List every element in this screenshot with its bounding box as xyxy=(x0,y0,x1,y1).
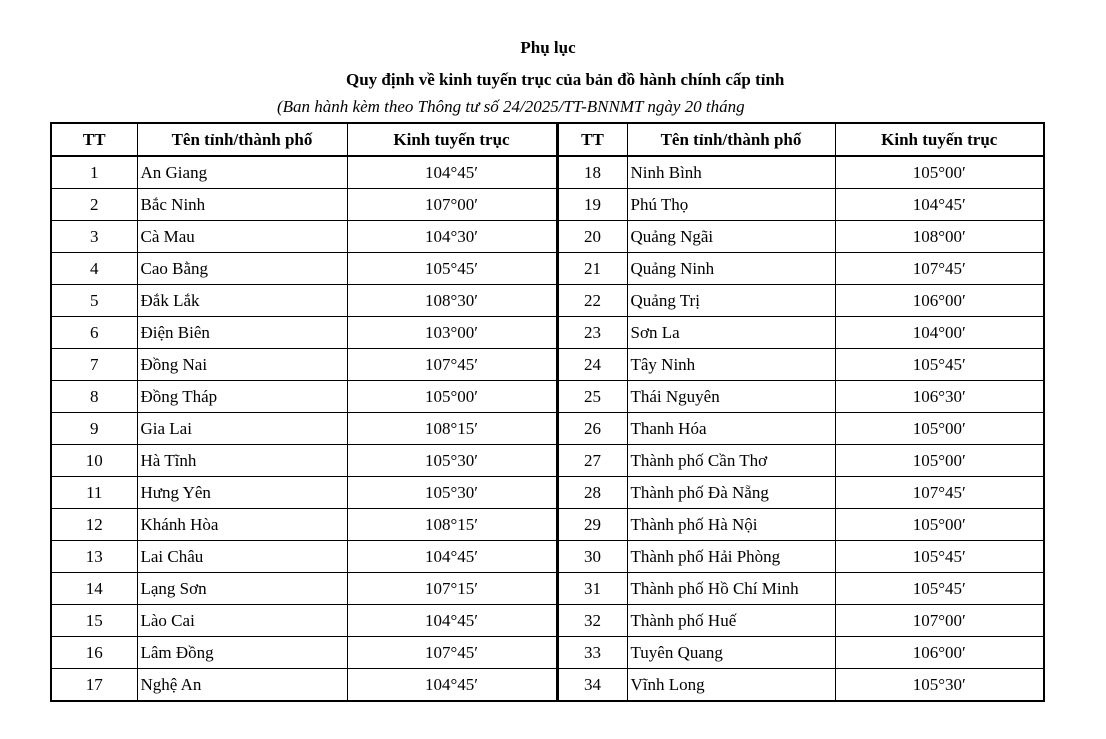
row-meridian-left: 104°30′ xyxy=(347,221,557,253)
row-tt-right: 30 xyxy=(557,541,627,573)
table-header-row xyxy=(51,123,1044,156)
row-province-name-right: Sơn La xyxy=(627,317,835,349)
row-meridian-left: 108°15′ xyxy=(347,413,557,445)
row-tt-left: 7 xyxy=(51,349,137,381)
row-meridian-right: 105°00′ xyxy=(835,413,1044,445)
row-tt-right: 32 xyxy=(557,605,627,637)
row-meridian-right: 104°00′ xyxy=(835,317,1044,349)
header-meridian-right: Kinh tuyến trục xyxy=(835,123,1044,156)
row-meridian-right: 107°45′ xyxy=(835,477,1044,509)
table-row xyxy=(51,669,1044,702)
row-province-name-left: Đồng Tháp xyxy=(137,381,347,413)
row-tt-right: 29 xyxy=(557,509,627,541)
table-row xyxy=(51,637,1044,669)
row-province-name-left: Nghệ An xyxy=(137,669,347,702)
row-tt-left: 5 xyxy=(51,285,137,317)
row-tt-right: 26 xyxy=(557,413,627,445)
row-meridian-right: 106°30′ xyxy=(835,381,1044,413)
table-row xyxy=(51,156,1044,189)
row-province-name-left: Lâm Đồng xyxy=(137,637,347,669)
row-tt-left: 13 xyxy=(51,541,137,573)
row-province-name-right: Tuyên Quang xyxy=(627,637,835,669)
row-meridian-left: 107°45′ xyxy=(347,349,557,381)
table-row xyxy=(51,349,1044,381)
row-tt-left: 9 xyxy=(51,413,137,445)
row-tt-left: 4 xyxy=(51,253,137,285)
row-province-name-right: Tây Ninh xyxy=(627,349,835,381)
document-subtitle: Quy định về kinh tuyến trục của bản đồ hành chính cấp tỉnh xyxy=(346,70,785,89)
row-meridian-right: 105°00′ xyxy=(835,156,1044,189)
meridian-table xyxy=(50,122,1045,702)
table-row xyxy=(51,573,1044,605)
row-tt-left: 17 xyxy=(51,669,137,702)
row-province-name-right: Thành phố Huế xyxy=(627,605,835,637)
row-tt-left: 2 xyxy=(51,189,137,221)
row-meridian-right: 106°00′ xyxy=(835,637,1044,669)
row-tt-left: 16 xyxy=(51,637,137,669)
row-province-name-left: Điện Biên xyxy=(137,317,347,349)
row-tt-left: 14 xyxy=(51,573,137,605)
row-province-name-right: Quảng Trị xyxy=(627,285,835,317)
row-province-name-right: Thành phố Hà Nội xyxy=(627,509,835,541)
row-meridian-right: 108°00′ xyxy=(835,221,1044,253)
issuance-note: (Ban hành kèm theo Thông tư số 24/2025/TT-BNNMT ngày 20 tháng xyxy=(277,97,745,116)
table-row xyxy=(51,413,1044,445)
row-tt-right: 31 xyxy=(557,573,627,605)
row-tt-right: 34 xyxy=(557,669,627,702)
row-province-name-right: Phú Thọ xyxy=(627,189,835,221)
row-province-name-left: Hà Tĩnh xyxy=(137,445,347,477)
row-meridian-right: 106°00′ xyxy=(835,285,1044,317)
row-meridian-right: 105°00′ xyxy=(835,509,1044,541)
row-province-name-left: Bắc Ninh xyxy=(137,189,347,221)
row-meridian-left: 105°45′ xyxy=(347,253,557,285)
table-row xyxy=(51,541,1044,573)
row-meridian-left: 103°00′ xyxy=(347,317,557,349)
row-meridian-right: 107°45′ xyxy=(835,253,1044,285)
row-province-name-left: Khánh Hòa xyxy=(137,509,347,541)
table-row xyxy=(51,381,1044,413)
row-tt-right: 21 xyxy=(557,253,627,285)
row-tt-right: 27 xyxy=(557,445,627,477)
row-province-name-right: Vĩnh Long xyxy=(627,669,835,702)
header-tt-right: TT xyxy=(557,123,627,156)
row-tt-right: 19 xyxy=(557,189,627,221)
table-row xyxy=(51,509,1044,541)
row-province-name-right: Quảng Ngãi xyxy=(627,221,835,253)
table-row xyxy=(51,317,1044,349)
row-province-name-left: Cà Mau xyxy=(137,221,347,253)
row-tt-right: 20 xyxy=(557,221,627,253)
row-tt-left: 12 xyxy=(51,509,137,541)
row-meridian-left: 105°00′ xyxy=(347,381,557,413)
row-province-name-left: Hưng Yên xyxy=(137,477,347,509)
page-title: Phụ lục xyxy=(520,38,576,57)
row-tt-left: 10 xyxy=(51,445,137,477)
table-row xyxy=(51,189,1044,221)
row-meridian-right: 105°45′ xyxy=(835,349,1044,381)
row-meridian-right: 105°00′ xyxy=(835,445,1044,477)
table-body xyxy=(51,156,1044,701)
row-province-name-left: Đồng Nai xyxy=(137,349,347,381)
row-tt-right: 18 xyxy=(557,156,627,189)
row-tt-right: 22 xyxy=(557,285,627,317)
row-meridian-left: 108°15′ xyxy=(347,509,557,541)
row-province-name-left: Lào Cai xyxy=(137,605,347,637)
row-meridian-left: 104°45′ xyxy=(347,156,557,189)
row-meridian-right: 104°45′ xyxy=(835,189,1044,221)
row-meridian-left: 104°45′ xyxy=(347,669,557,702)
row-province-name-right: Quảng Ninh xyxy=(627,253,835,285)
row-province-name-left: Cao Bằng xyxy=(137,253,347,285)
row-meridian-right: 105°45′ xyxy=(835,573,1044,605)
row-province-name-right: Thanh Hóa xyxy=(627,413,835,445)
row-meridian-left: 104°45′ xyxy=(347,605,557,637)
table-row xyxy=(51,221,1044,253)
table-row xyxy=(51,253,1044,285)
row-tt-right: 23 xyxy=(557,317,627,349)
header-meridian-left: Kinh tuyến trục xyxy=(347,123,557,156)
row-province-name-right: Thành phố Cần Thơ xyxy=(627,445,835,477)
row-meridian-left: 107°00′ xyxy=(347,189,557,221)
row-meridian-left: 104°45′ xyxy=(347,541,557,573)
row-tt-left: 8 xyxy=(51,381,137,413)
row-tt-left: 6 xyxy=(51,317,137,349)
row-province-name-left: Đắk Lắk xyxy=(137,285,347,317)
row-tt-left: 11 xyxy=(51,477,137,509)
row-meridian-right: 105°45′ xyxy=(835,541,1044,573)
row-province-name-right: Thành phố Hải Phòng xyxy=(627,541,835,573)
row-meridian-right: 107°00′ xyxy=(835,605,1044,637)
row-tt-right: 33 xyxy=(557,637,627,669)
table-row xyxy=(51,477,1044,509)
header-name-left: Tên tỉnh/thành phố xyxy=(137,123,347,156)
row-meridian-left: 107°45′ xyxy=(347,637,557,669)
row-tt-right: 25 xyxy=(557,381,627,413)
header-tt-left: TT xyxy=(51,123,137,156)
table-row xyxy=(51,445,1044,477)
row-province-name-right: Ninh Bình xyxy=(627,156,835,189)
row-tt-right: 28 xyxy=(557,477,627,509)
row-province-name-left: An Giang xyxy=(137,156,347,189)
row-province-name-left: Lai Châu xyxy=(137,541,347,573)
table-row xyxy=(51,285,1044,317)
row-meridian-left: 107°15′ xyxy=(347,573,557,605)
row-province-name-left: Lạng Sơn xyxy=(137,573,347,605)
row-province-name-left: Gia Lai xyxy=(137,413,347,445)
row-province-name-right: Thái Nguyên xyxy=(627,381,835,413)
header-name-right: Tên tỉnh/thành phố xyxy=(627,123,835,156)
row-tt-left: 15 xyxy=(51,605,137,637)
row-province-name-right: Thành phố Đà Nẵng xyxy=(627,477,835,509)
row-meridian-left: 105°30′ xyxy=(347,445,557,477)
row-tt-right: 24 xyxy=(557,349,627,381)
row-meridian-left: 108°30′ xyxy=(347,285,557,317)
row-tt-left: 1 xyxy=(51,156,137,189)
table-row xyxy=(51,605,1044,637)
row-meridian-left: 105°30′ xyxy=(347,477,557,509)
row-meridian-right: 105°30′ xyxy=(835,669,1044,702)
row-tt-left: 3 xyxy=(51,221,137,253)
row-province-name-right: Thành phố Hồ Chí Minh xyxy=(627,573,835,605)
